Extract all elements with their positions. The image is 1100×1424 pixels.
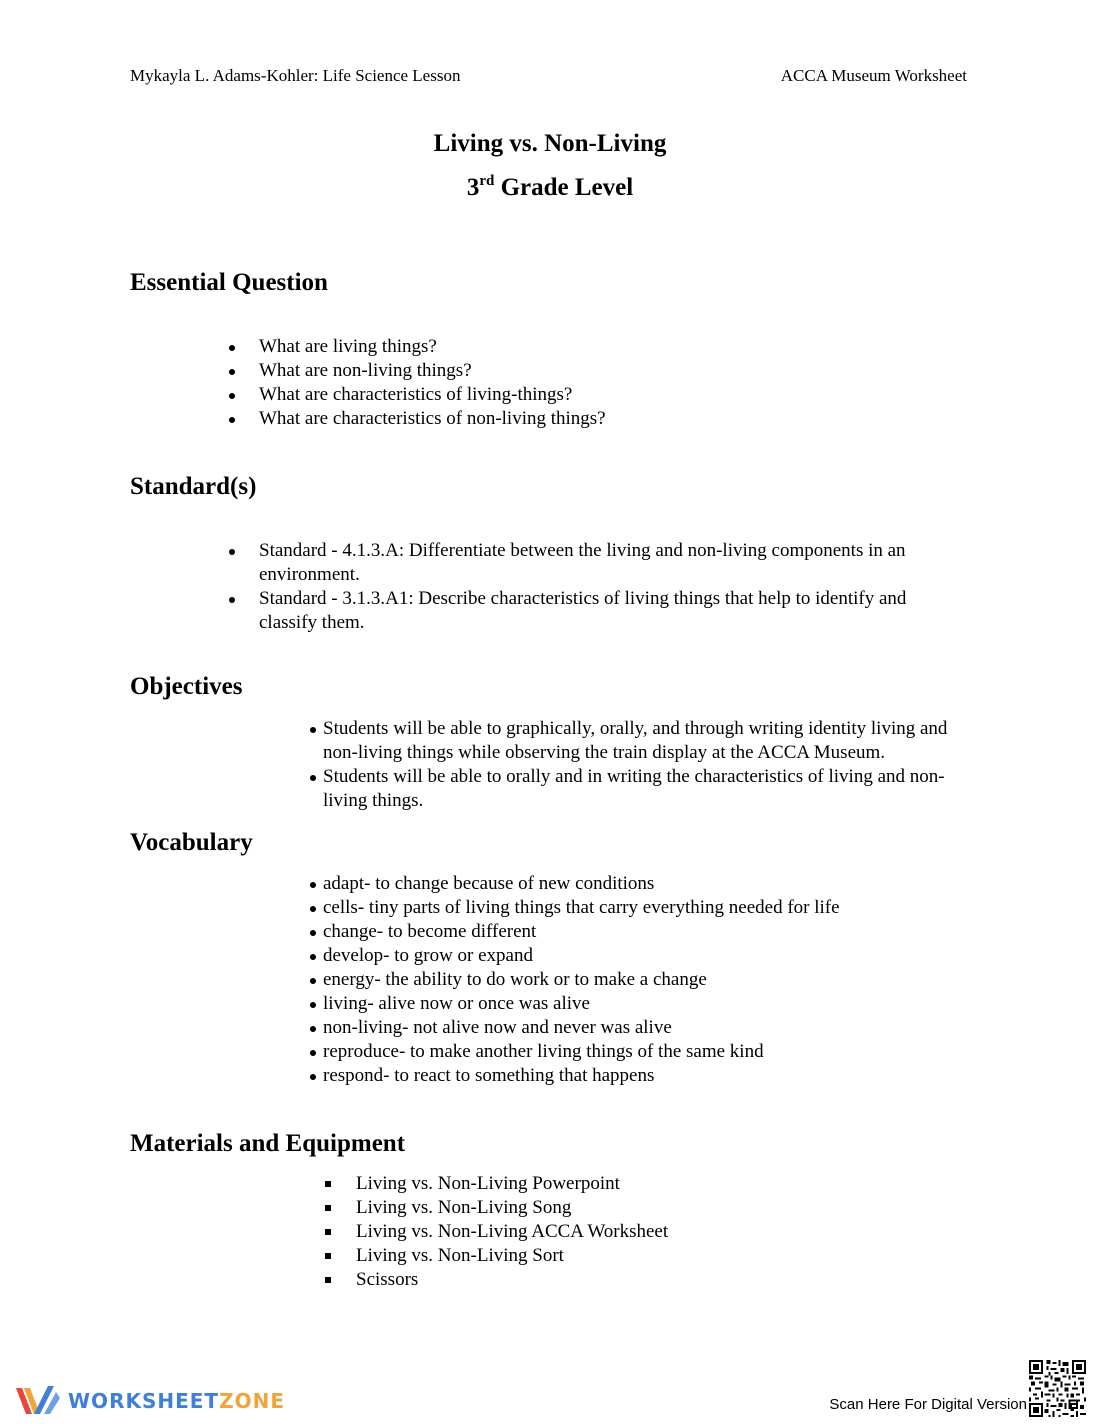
vocabulary-heading: Vocabulary — [130, 829, 253, 856]
list-item: change- to become different — [0, 920, 980, 944]
materials-heading: Materials and Equipment — [130, 1130, 406, 1157]
list-item: Scissors — [0, 1268, 980, 1292]
list-item: Living vs. Non-Living Song — [0, 1196, 980, 1220]
list-item: What are non-living things? — [0, 359, 980, 383]
worksheetzone-logo[interactable] — [14, 1384, 285, 1418]
list-item: Students will be able to orally and in writing the characteristics of living and non-living things. — [0, 765, 975, 813]
grade-level — [0, 173, 1100, 203]
scan-instruction: Scan Here For Digital Version — [829, 1396, 1027, 1413]
document-title: Living vs. Non-Living — [433, 130, 667, 157]
logo-wordmark — [68, 1389, 285, 1413]
grade-text: Grade Level — [494, 174, 634, 201]
list-item: What are living things? — [0, 335, 980, 359]
header-author: Mykayla L. Adams-Kohler: Life Science Lesson — [130, 66, 461, 85]
grade-suffix: rd — [479, 173, 495, 189]
list-item: reproduce- to make another living things of the same kind — [0, 1040, 980, 1064]
list-item: Living vs. Non-Living Sort — [0, 1244, 980, 1268]
header-document-label: ACCA Museum Worksheet — [780, 66, 967, 85]
list-item: What are characteristics of non-living things? — [0, 407, 980, 431]
worksheetzone-logo-icon — [14, 1384, 62, 1418]
list-item: Living vs. Non-Living ACCA Worksheet — [0, 1220, 980, 1244]
objectives-list — [0, 717, 975, 813]
list-item: Students will be able to graphically, orally, and through writing identity living and non-living things while observing the train display at the ACCA Museum. — [0, 717, 975, 765]
essential-question-list — [0, 335, 980, 431]
vocabulary-list — [0, 872, 980, 1088]
grade-number: 3 — [466, 174, 480, 201]
list-item: adapt- to change because of new conditions — [0, 872, 980, 896]
list-item: non-living- not alive now and never was alive — [0, 1016, 980, 1040]
standards-list — [0, 539, 940, 635]
logo-word-zone: ZONE — [219, 1389, 285, 1413]
list-item: energy- the ability to do work or to make a change — [0, 968, 980, 992]
list-item: living- alive now or once was alive — [0, 992, 980, 1016]
materials-list — [0, 1172, 980, 1292]
list-item: develop- to grow or expand — [0, 944, 980, 968]
objectives-heading: Objectives — [130, 673, 243, 700]
list-item: respond- to react to something that happens — [0, 1064, 980, 1088]
qr-code-icon[interactable] — [1029, 1360, 1086, 1417]
list-item: Living vs. Non-Living Powerpoint — [0, 1172, 980, 1196]
logo-word-worksheet: WORKSHEET — [68, 1389, 220, 1413]
list-item: Standard - 3.1.3.A1: Describe characteristics of living things that help to identify and classify them. — [0, 587, 940, 635]
essential-question-heading: Essential Question — [130, 269, 328, 296]
list-item: What are characteristics of living-things? — [0, 383, 980, 407]
list-item: Standard - 4.1.3.A: Differentiate between the living and non-living components in an environment. — [0, 539, 940, 587]
list-item: cells- tiny parts of living things that carry everything needed for life — [0, 896, 980, 920]
standards-heading: Standard(s) — [130, 473, 257, 500]
